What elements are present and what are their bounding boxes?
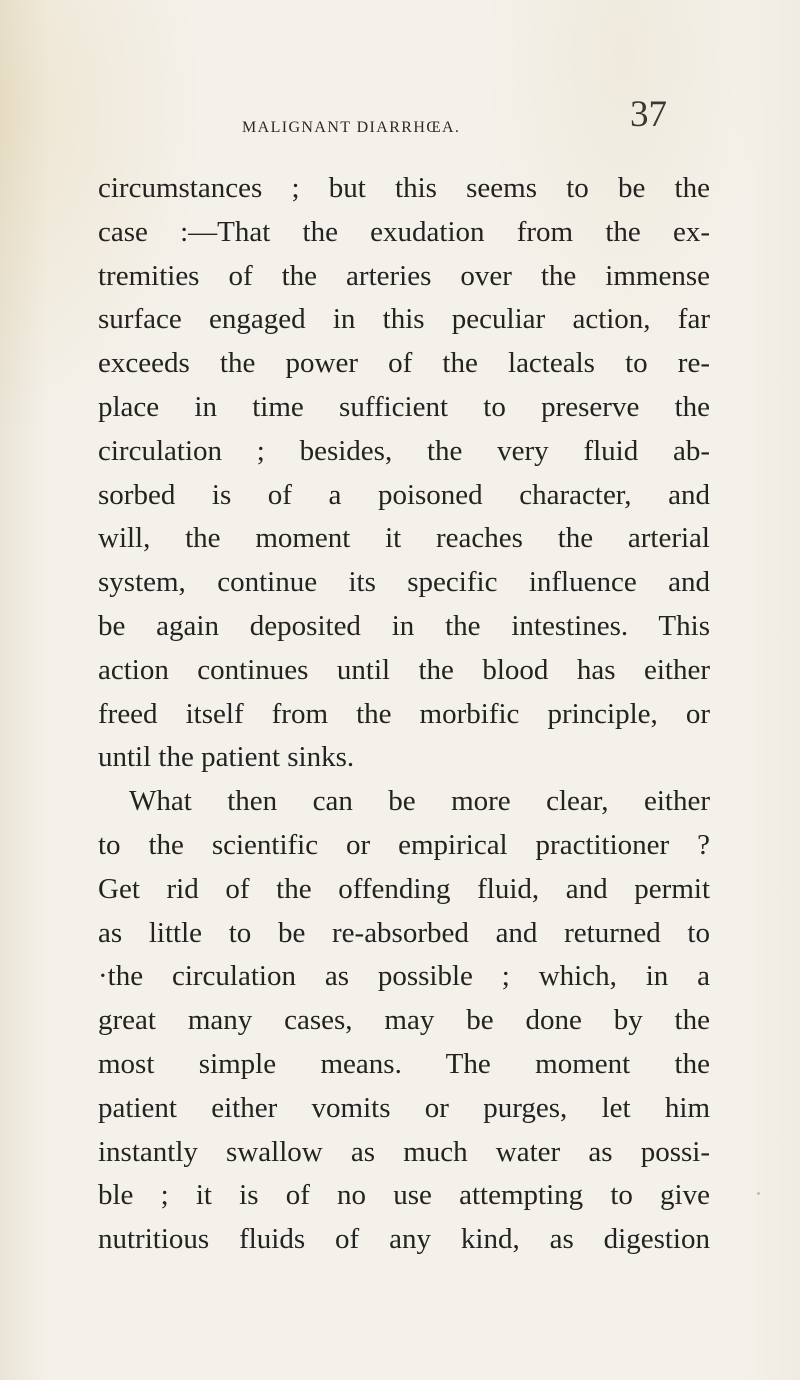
text-line: action continues until the blood has either	[98, 653, 710, 686]
text-line: exceeds the power of the lacteals to re-	[98, 347, 710, 380]
page-header	[0, 96, 800, 144]
text-line: Get rid of the offending fluid, and permit	[98, 872, 710, 905]
text-line: ble ; it is of no use attempting to give	[98, 1179, 710, 1212]
paper-speck	[757, 1192, 760, 1195]
text-line: until the patient sinks.	[98, 741, 355, 774]
text-line: place in time sufficient to preserve the	[98, 390, 710, 423]
text-line: ·the circulation as possible ; which, in a	[98, 960, 710, 993]
text-line: case :—That the exudation from the ex-	[98, 215, 710, 248]
text-line: be again deposited in the intestines. This	[98, 609, 710, 642]
text-line: circulation ; besides, the very fluid ab-	[98, 434, 710, 467]
text-line: system, continue its specific influence and	[98, 566, 710, 599]
text-line: freed itself from the morbific principle, or	[98, 697, 710, 730]
page-number: 37	[630, 94, 667, 135]
running-head: MALIGNANT DIARRHŒA.	[242, 119, 461, 136]
text-line: What then can be more clear, either	[129, 785, 710, 818]
text-line: circumstances ; but this seems to be the	[98, 172, 710, 204]
text-line: as little to be re-absorbed and returned to	[98, 916, 710, 949]
text-line: instantly swallow as much water as possi-	[98, 1135, 710, 1168]
text-line: tremities of the arteries over the immense	[98, 259, 710, 292]
text-line: will, the moment it reaches the arterial	[98, 522, 710, 555]
text-line: great many cases, may be done by the	[98, 1004, 710, 1037]
text-line: surface engaged in this peculiar action, far	[98, 303, 710, 336]
body-text	[98, 167, 710, 1262]
text-line: sorbed is of a poisoned character, and	[98, 478, 710, 511]
text-line: nutritious fluids of any kind, as digestion	[98, 1223, 710, 1256]
text-line: most simple means. The moment the	[98, 1047, 710, 1080]
text-line: to the scientific or empirical practitioner ?	[98, 828, 710, 861]
text-line: patient either vomits or purges, let him	[98, 1091, 710, 1124]
